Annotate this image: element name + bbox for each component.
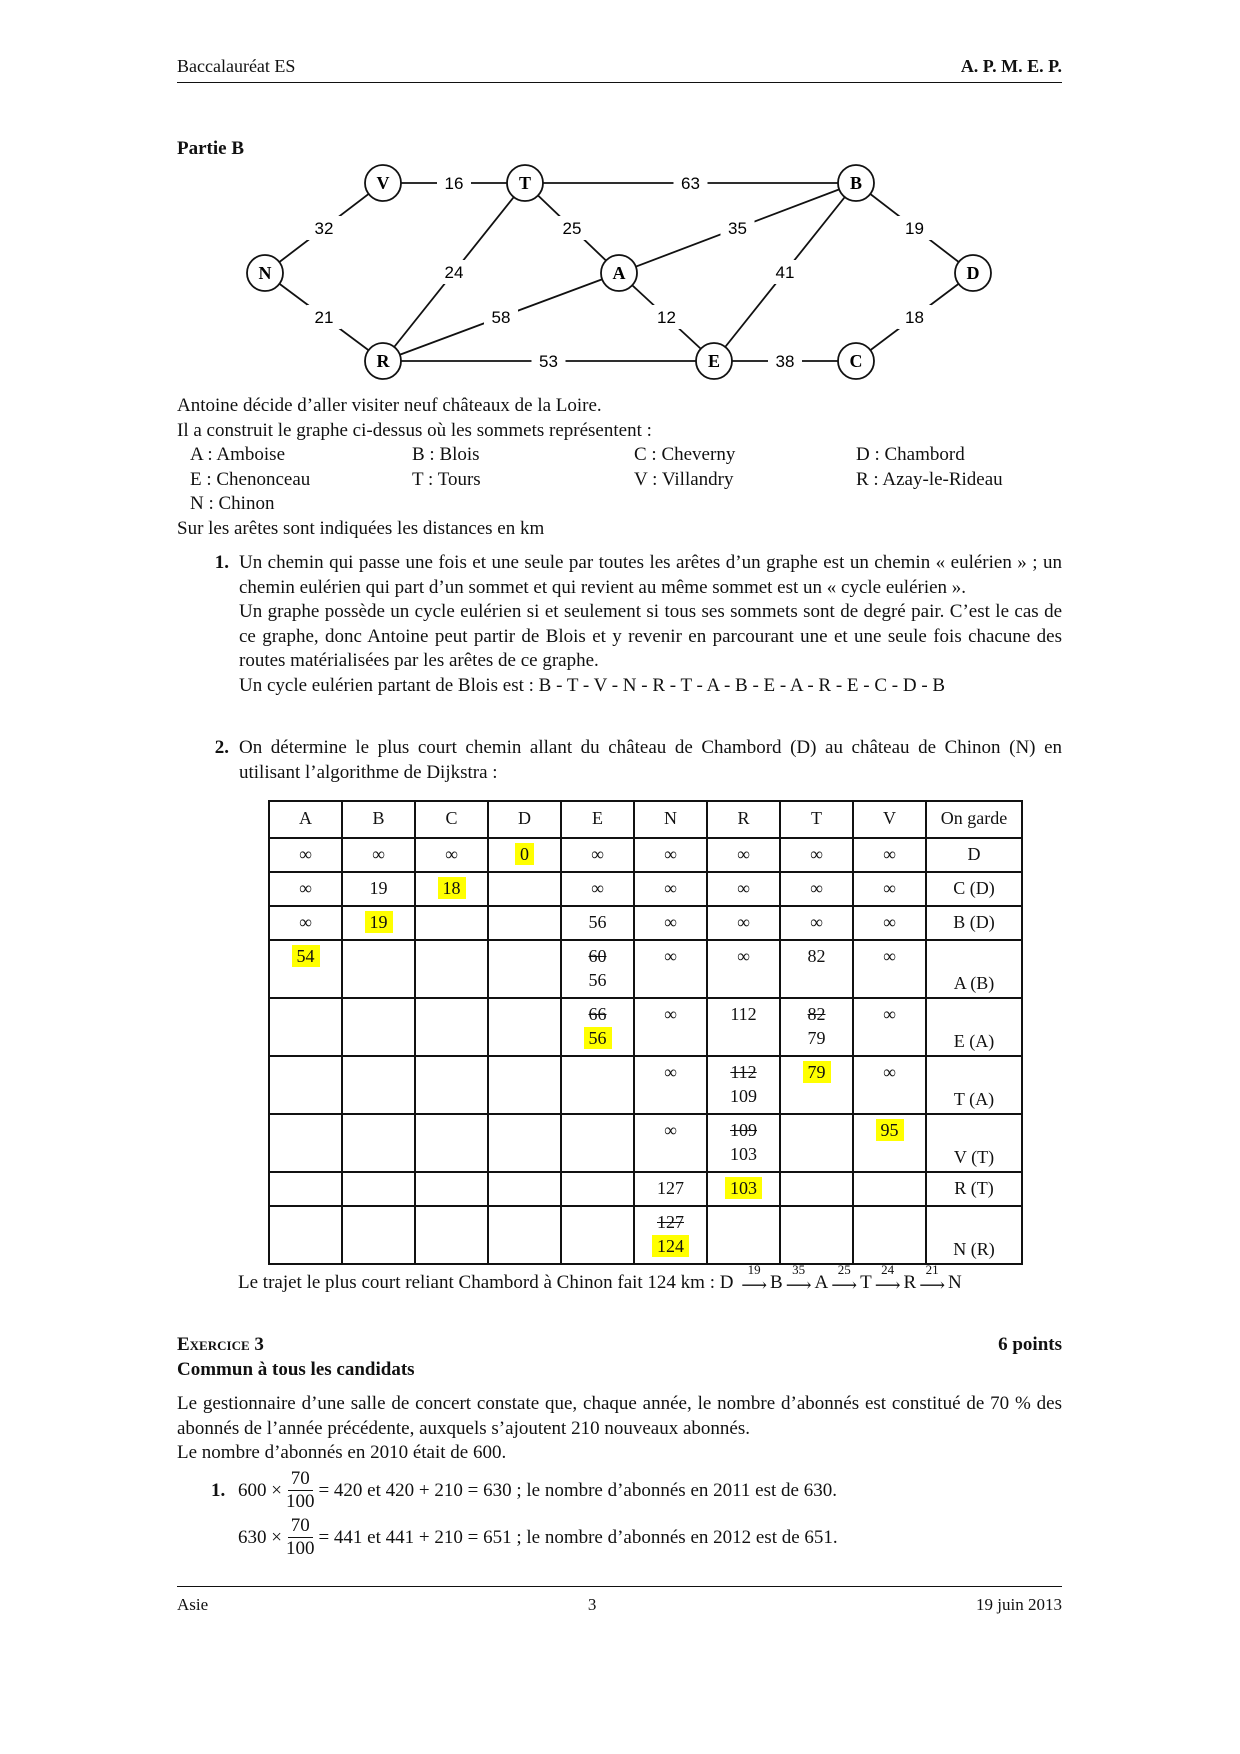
table-cell: [342, 838, 415, 872]
kept-vertex: R (T): [926, 1172, 1022, 1206]
table-row: [269, 1056, 1022, 1114]
table-cell: [634, 1172, 707, 1206]
table-cell: [707, 906, 780, 940]
formula-left: 630 ×: [238, 1526, 282, 1548]
table-cell: [415, 872, 488, 906]
table-cell: [342, 906, 415, 940]
table-cell: [488, 1206, 561, 1264]
formula-left: 600 ×: [238, 1479, 282, 1501]
edge-weight: 38: [775, 352, 795, 371]
kept-vertex: V (T): [926, 1114, 1022, 1172]
table-row: [269, 906, 1022, 940]
edge-weight: 25: [562, 219, 582, 238]
legend-item: C : Cheverny: [634, 444, 736, 466]
legend-item: A : Amboise: [190, 444, 286, 466]
table-cell: [342, 998, 415, 1056]
node-label: D: [966, 263, 980, 283]
cell-value: ∞: [664, 1062, 677, 1082]
step-vertex: R: [903, 1272, 917, 1293]
table-cell: [561, 906, 634, 940]
step-weight: 35: [792, 1262, 806, 1277]
table-cell: [707, 1114, 780, 1172]
legend-item: B : Blois: [412, 444, 480, 466]
denominator: 100: [285, 1538, 315, 1559]
table-cell: [415, 838, 488, 872]
struck-value: 112: [730, 1062, 757, 1082]
table-cell: [561, 838, 634, 872]
cell-value: 56: [588, 970, 607, 990]
kept-value: 79: [803, 1061, 831, 1083]
table-cell: [634, 872, 707, 906]
cell-value: ∞: [883, 912, 896, 932]
cell-value: ∞: [737, 844, 750, 864]
arrow-icon: ⟶: [831, 1275, 858, 1295]
edge-weight: 24: [444, 263, 464, 282]
formula-right: = 420 et 420 + 210 = 630 ; le nombre d’abonnés en 2011 est de 630.: [318, 1479, 837, 1501]
table-cell: [269, 1172, 342, 1206]
node-label: C: [849, 351, 863, 371]
intro: [177, 394, 1062, 542]
table-cell: [780, 1114, 853, 1172]
column-header: On garde: [926, 801, 1022, 838]
cell-value: ∞: [810, 912, 823, 932]
table-cell: [707, 1056, 780, 1114]
column-header: C: [415, 801, 488, 838]
exercise-question-1: [211, 1468, 838, 1560]
struck-value: 82: [807, 1004, 826, 1024]
table-cell: [780, 940, 853, 998]
arrow-icon: ⟶: [785, 1275, 812, 1295]
table-cell: [342, 1114, 415, 1172]
cell-value: ∞: [737, 912, 750, 932]
header-right: A. P. M. E. P.: [960, 56, 1062, 76]
cell-value: ∞: [664, 1120, 677, 1140]
exercise-text: [177, 1392, 1062, 1466]
table-cell: [853, 1206, 926, 1264]
paragraph: Un graphe possède un cycle eulérien si et seulement si tous ses sommets sont de degré pair. C’est le cas de ce graphe, donc Antoine peut partir de Blois et y revenir en parcourant une et une seule fois chacune des routes matérialisées par les arêtes de ce graphe.: [239, 601, 1062, 672]
cell-value: ∞: [299, 912, 312, 932]
question-number: 1.: [214, 552, 229, 573]
legend-item: T : Tours: [412, 468, 481, 490]
table-row: [269, 1206, 1022, 1264]
table-cell: [488, 1172, 561, 1206]
exercise-points: 6 points: [998, 1334, 1062, 1355]
arrow-with-weight: [875, 1264, 901, 1294]
table-row: [269, 872, 1022, 906]
cell-value: ∞: [737, 878, 750, 898]
table-header-row: [269, 801, 1022, 838]
table-cell: [707, 872, 780, 906]
table-cell: [342, 1172, 415, 1206]
kept-value: 19: [365, 911, 393, 933]
path-start: D: [719, 1272, 734, 1293]
step-weight: 25: [837, 1262, 851, 1277]
table-cell: [707, 998, 780, 1056]
table-cell: [415, 1056, 488, 1114]
kept-value: 124: [652, 1235, 689, 1257]
table-cell: [561, 1206, 634, 1264]
edge-weight: 63: [681, 174, 700, 193]
cell-value: ∞: [445, 844, 458, 864]
numerator: 70: [288, 1515, 313, 1538]
footer-rule: [177, 1586, 1062, 1587]
footer-right: 19 juin 2013: [976, 1595, 1062, 1614]
table-row: [269, 940, 1022, 998]
column-header: A: [269, 801, 342, 838]
table-cell: [342, 1056, 415, 1114]
table-cell: [853, 838, 926, 872]
paragraph: Le nombre d’abonnés en 2010 était de 600.: [177, 1442, 507, 1464]
step-weight: 24: [881, 1262, 895, 1277]
cell-value: ∞: [664, 1004, 677, 1024]
formula-right: = 441 et 441 + 210 = 651 ; le nombre d’abonnés en 2012 est de 651.: [318, 1526, 838, 1548]
dijkstra-table: [268, 800, 1023, 1265]
struck-value: 127: [657, 1212, 684, 1232]
exercise-heading: [177, 1333, 1062, 1358]
column-header: E: [561, 801, 634, 838]
node-label: T: [518, 173, 532, 193]
table-cell: [707, 1206, 780, 1264]
exercise-subtitle: Commun à tous les candidats: [177, 1359, 415, 1380]
cell-value: 19: [369, 878, 388, 898]
kept-vertex: N (R): [926, 1206, 1022, 1264]
edge-weight: 18: [905, 308, 924, 327]
table-cell: [561, 1172, 634, 1206]
denominator: 100: [285, 1491, 315, 1512]
column-header: R: [707, 801, 780, 838]
arrow-with-weight: [786, 1264, 812, 1294]
question-1: [177, 551, 1062, 699]
cell-value: 127: [657, 1178, 684, 1198]
column-header: T: [780, 801, 853, 838]
path-text: Le trajet le plus court reliant Chambord à Chinon fait 124 km :: [238, 1272, 715, 1293]
kept-value: 54: [292, 945, 320, 967]
page-number: 3: [587, 1595, 597, 1614]
question-number: 2.: [214, 737, 229, 758]
arrow-with-weight: [919, 1264, 945, 1294]
kept-vertex: B (D): [926, 906, 1022, 940]
page-footer: [177, 1595, 1062, 1615]
cell-value: ∞: [810, 878, 823, 898]
paragraph: Un cycle eulérien partant de Blois est : B - T - V - N - R - T - A - B - E - A - R - E - C - D - B: [239, 674, 946, 696]
kept-value: 18: [438, 877, 466, 899]
node-label: N: [258, 263, 272, 283]
kept-value: 0: [515, 843, 534, 865]
legend-item: V : Villandry: [634, 468, 734, 490]
arrow-with-weight: [741, 1264, 767, 1294]
table-cell: [780, 872, 853, 906]
cell-value: 112: [730, 1004, 757, 1024]
table-cell: [780, 1056, 853, 1114]
node-label: B: [849, 173, 863, 193]
table-cell: [561, 1114, 634, 1172]
step-vertex: N: [948, 1272, 962, 1293]
vertex-legend: [177, 443, 1062, 517]
table-cell: [415, 1172, 488, 1206]
table-cell: [634, 1206, 707, 1264]
step-weight: 19: [747, 1262, 761, 1277]
fraction: [286, 1515, 315, 1560]
kept-value: 95: [876, 1119, 904, 1141]
legend-item: R : Azay-le-Rideau: [856, 468, 1003, 490]
table-cell: [707, 838, 780, 872]
intro-line: Sur les arêtes sont indiquées les distances en km: [177, 517, 545, 539]
kept-vertex: E (A): [926, 998, 1022, 1056]
table-cell: [780, 906, 853, 940]
cell-value: 109: [730, 1086, 757, 1106]
question-number: 1.: [211, 1479, 226, 1501]
table-cell: [853, 1056, 926, 1114]
table-cell: [853, 1114, 926, 1172]
table-cell: [561, 940, 634, 998]
edge-weight: 35: [728, 219, 747, 238]
cell-value: 79: [807, 1028, 826, 1048]
step-vertex: T: [860, 1272, 872, 1293]
legend-item: E : Chenonceau: [190, 468, 311, 490]
table-cell: [561, 1056, 634, 1114]
table-row: [269, 1114, 1022, 1172]
table-cell: [853, 998, 926, 1056]
node-label: E: [707, 351, 721, 371]
column-header: D: [488, 801, 561, 838]
table-cell: [634, 998, 707, 1056]
table-cell: [707, 940, 780, 998]
column-header: B: [342, 801, 415, 838]
table-cell: [488, 872, 561, 906]
struck-value: 109: [730, 1120, 757, 1140]
cell-value: 103: [730, 1144, 757, 1164]
table-cell: [634, 838, 707, 872]
cell-value: ∞: [664, 946, 677, 966]
table-cell: [780, 998, 853, 1056]
cell-value: 56: [588, 912, 607, 932]
column-header: V: [853, 801, 926, 838]
cell-value: ∞: [299, 878, 312, 898]
question-2: [177, 736, 1062, 785]
arrow-icon: ⟶: [741, 1275, 768, 1295]
cell-value: ∞: [883, 1004, 896, 1024]
column-header: N: [634, 801, 707, 838]
cell-value: ∞: [372, 844, 385, 864]
table-cell: [415, 940, 488, 998]
edge-weight: 12: [657, 308, 676, 327]
table-cell: [415, 1114, 488, 1172]
table-cell: [269, 838, 342, 872]
table-cell: [488, 1056, 561, 1114]
table-cell: [780, 1206, 853, 1264]
paragraph: Un chemin qui passe une fois et une seule par toutes les arêtes d’un graphe est un chemin « eulérien » ; un chemin eulérien qui part d’un sommet et qui revient au même sommet est un « cycle eulérien ».: [239, 552, 1062, 598]
section-title: Partie B: [177, 138, 245, 159]
cell-value: ∞: [664, 912, 677, 932]
edge-weight: 19: [905, 219, 924, 238]
cell-value: 82: [807, 946, 826, 966]
kept-vertex: A (B): [926, 940, 1022, 998]
table-cell: [853, 1172, 926, 1206]
table-cell: [342, 1206, 415, 1264]
table-cell: [561, 872, 634, 906]
table-row: [269, 998, 1022, 1056]
table-cell: [488, 998, 561, 1056]
table-cell: [853, 940, 926, 998]
numerator: 70: [288, 1468, 313, 1491]
cell-value: ∞: [664, 844, 677, 864]
table-cell: [269, 906, 342, 940]
arrow-with-weight: [831, 1264, 857, 1294]
table-cell: [488, 940, 561, 998]
table-cell: [269, 1056, 342, 1114]
table-cell: [415, 1206, 488, 1264]
step-vertex: B: [770, 1272, 783, 1293]
arrow-icon: ⟶: [874, 1275, 901, 1295]
edge-weight: 16: [444, 174, 464, 193]
edge-weight: 41: [775, 263, 795, 282]
kept-vertex: T (A): [926, 1056, 1022, 1114]
table-cell: [634, 1056, 707, 1114]
table-cell: [561, 998, 634, 1056]
cell-value: ∞: [299, 844, 312, 864]
cell-value: ∞: [810, 844, 823, 864]
edge-weight: 21: [314, 308, 334, 327]
table-cell: [415, 906, 488, 940]
cell-value: ∞: [591, 878, 604, 898]
intro-line: Antoine décide d’aller visiter neuf châteaux de la Loire.: [177, 395, 602, 416]
table-cell: [269, 1114, 342, 1172]
step-weight: 21: [925, 1262, 939, 1277]
cell-value: ∞: [883, 1062, 896, 1082]
table-row: [269, 1172, 1022, 1206]
table-cell: [634, 906, 707, 940]
kept-vertex: D: [926, 838, 1022, 872]
struck-value: 66: [588, 1004, 607, 1024]
exercise-title: Exercice 3: [177, 1334, 264, 1355]
arrow-icon: ⟶: [919, 1275, 946, 1295]
kept-value: 56: [584, 1027, 612, 1049]
footer-left: Asie: [177, 1595, 209, 1614]
struck-value: 60: [588, 946, 607, 966]
edge-weight: 53: [539, 352, 558, 371]
table-cell: [853, 872, 926, 906]
shortest-path: [238, 1264, 962, 1294]
table-cell: [634, 940, 707, 998]
paragraph: Le gestionnaire d’une salle de concert constate que, chaque année, le nombre d’abonnés est constitué de 70 % des abonnés de l’année précédente, auxquels s’ajoutent 210 nouveaux abonnés.: [177, 1393, 1062, 1439]
table-cell: [780, 1172, 853, 1206]
legend-item: D : Chambord: [856, 444, 965, 466]
table-cell: [269, 998, 342, 1056]
cell-value: ∞: [591, 844, 604, 864]
cell-value: ∞: [883, 946, 896, 966]
header-left: Baccalauréat ES: [177, 56, 296, 76]
paragraph: On détermine le plus court chemin allant du château de Chambord (D) au château de Chinon (N) en utilisant l’algorithme de Dijkstra :: [239, 737, 1062, 783]
edge-weight: 58: [491, 308, 511, 327]
table-cell: [269, 872, 342, 906]
table-cell: [488, 838, 561, 872]
table-cell: [488, 906, 561, 940]
table-cell: [488, 1114, 561, 1172]
intro-line: Il a construit le graphe ci-dessus où les sommets représentent :: [177, 419, 652, 441]
node-label: A: [612, 263, 626, 283]
edge-weight: 32: [314, 219, 334, 238]
table-cell: [780, 838, 853, 872]
graph-diagram: [0, 0, 1240, 420]
table-row: [269, 838, 1022, 872]
table-cell: [269, 940, 342, 998]
cell-value: ∞: [737, 946, 750, 966]
table-cell: [634, 1114, 707, 1172]
fraction: [286, 1468, 315, 1513]
table-cell: [707, 1172, 780, 1206]
node-label: R: [376, 351, 390, 371]
legend-item: N : Chinon: [190, 493, 275, 515]
cell-value: ∞: [664, 878, 677, 898]
table-cell: [342, 940, 415, 998]
table-cell: [269, 1206, 342, 1264]
table-cell: [342, 872, 415, 906]
node-label: V: [376, 173, 390, 193]
kept-value: 103: [725, 1177, 762, 1199]
kept-vertex: C (D): [926, 872, 1022, 906]
table-cell: [853, 906, 926, 940]
table-cell: [415, 998, 488, 1056]
step-vertex: A: [814, 1272, 829, 1293]
cell-value: ∞: [883, 844, 896, 864]
cell-value: ∞: [883, 878, 896, 898]
